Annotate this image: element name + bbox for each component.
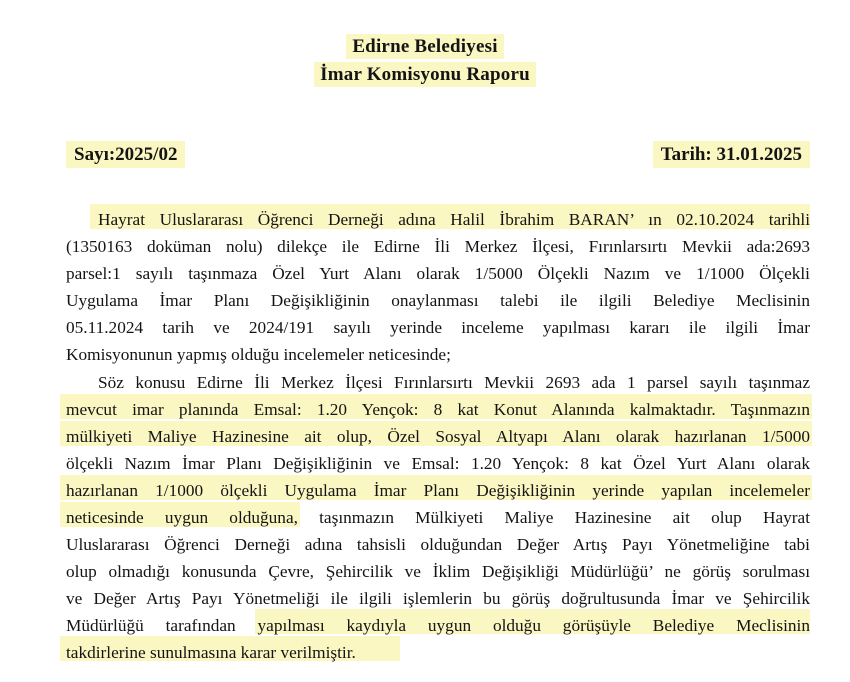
institution-title: Edirne Belediyesi [0,36,850,58]
paragraph1-line: (1350163 doküman nolu) dilekçe ile Edirne İli Merkez İlçesi, Fırınlarsırtı Mevkii ada:2693 [66,237,810,256]
paragraph2-line: ve Değer Artış Payı Yönetmeliği ile ilgili işlemlerin bu görüş doğrultusunda İmar ve Şehircilik [66,589,810,608]
report-title: İmar Komisyonu Raporu [0,64,850,86]
paragraph1-line: parsel:1 sayılı taşınmaza Özel Yurt Alanı olarak 1/5000 Ölçekli Nazım ve 1/1000 Ölçekli [66,264,810,283]
paragraph2-line: Müdürlüğü tarafından yapılması kaydıyla uygun olduğu görüşüyle Belediye Meclisinin [66,616,810,635]
paragraph2-line: neticesinde uygun olduğuna, taşınmazın Mülkiyeti Maliye Hazinesine ait olup Hayrat [66,508,810,527]
paragraph2-line: mevcut imar planında Emsal: 1.20 Yençok: 8 kat Konut Alanında kalmaktadır. Taşınmazın [66,400,810,419]
paragraph2-line: takdirlerine sunulmasına karar verilmiştir. [66,643,356,662]
paragraph2-line: olup olmadığı konusunda Çevre, Şehircilik ve İklim Değişikliği Müdürlüğü’ ne görüş sorulması [66,562,810,581]
report-date: Tarih: 31.01.2025 [653,144,810,166]
paragraph2-line: hazırlanan 1/1000 ölçekli Uygulama İmar Planı Değişikliğinin yerinde yapılan incelemeler [66,481,810,500]
paragraph2-line: mülkiyeti Maliye Hazinesine ait olup, Özel Sosyal Altyapı Alanı olarak hazırlanan 1/5000 [66,427,810,446]
paragraph1-line: Komisyonunun yapmış olduğu incelemeler neticesinde; [66,345,451,364]
paragraph1-line: Hayrat Uluslararası Öğrenci Derneği adına Halil İbrahim BARAN’ ın 02.10.2024 tarihli [98,210,810,229]
paragraph2-line: Söz konusu Edirne İli Merkez İlçesi Fırınlarsırtı Mevkii 2693 ada 1 parsel sayılı taşınmaz [98,373,810,392]
paragraph1-line: Uygulama İmar Planı Değişikliğinin onaylanması talebi ile ilgili Belediye Meclisinin [66,291,810,310]
paragraph2-line: Uluslararası Öğrenci Derneği adına tahsisli olduğundan Değer Artış Payı Yönetmeliğine tabi [66,535,810,554]
paragraph1-line: 05.11.2024 tarih ve 2024/191 sayılı yerinde inceleme yapılması kararı ile ilgili İmar [66,318,810,337]
paragraph2-line: ölçekli Nazım İmar Planı Değişikliğinin ve Emsal: 1.20 Yençok: 8 kat Özel Yurt Alanı olarak [66,454,810,473]
report-number: Sayı:2025/02 [66,144,185,166]
